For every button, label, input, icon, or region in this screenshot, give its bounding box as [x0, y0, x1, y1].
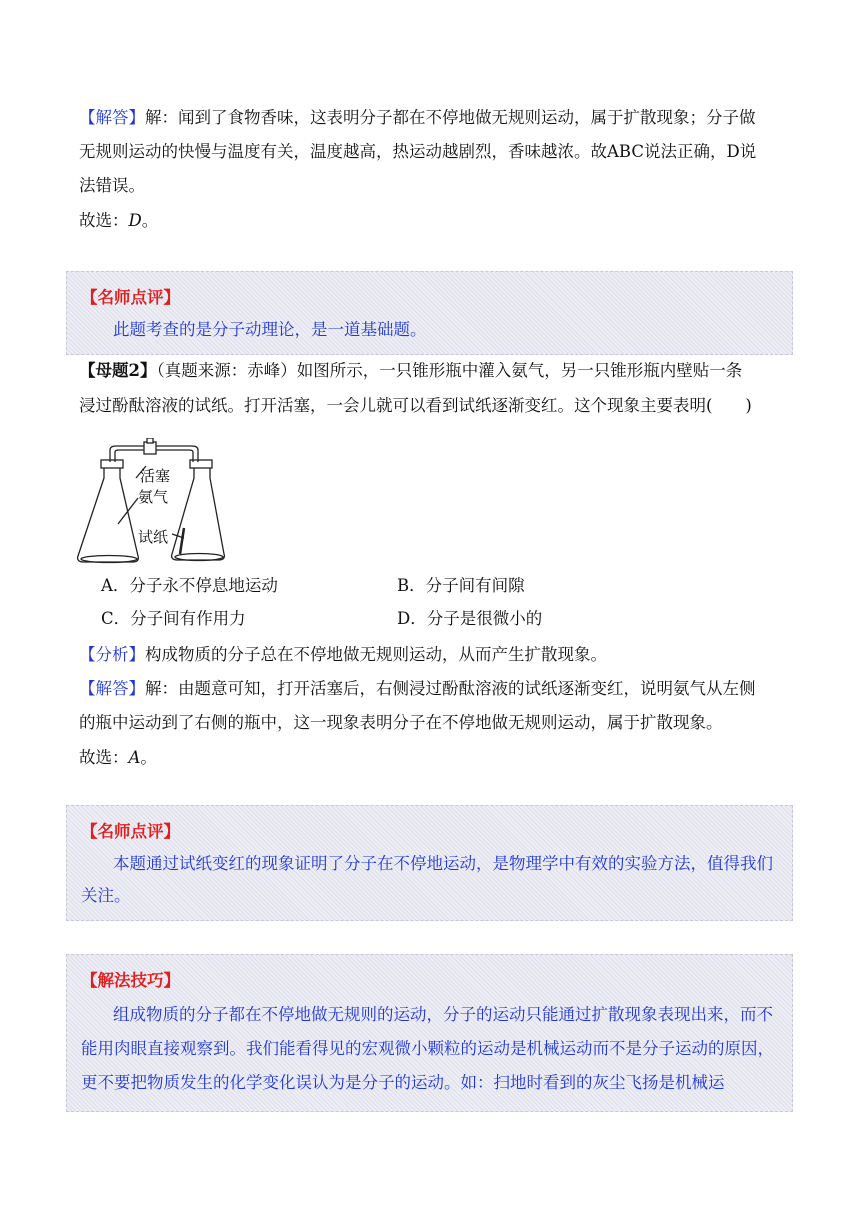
answer-line-2: 无规则运动的快慢与温度有关，温度越高，热运动越剧烈，香味越浓。故ABC说法正确，D说	[79, 142, 757, 161]
figure-label-valve: 活塞	[140, 467, 171, 485]
answer-text: 解：闻到了食物香味，这表明分子都在不停地做无规则运动，属于扩散现象；分子做	[145, 108, 756, 127]
analysis-text: 构成物质的分子总在不停地做无规则运动，从而产生扩散现象。	[145, 645, 607, 664]
analysis-tag: 【分析】	[79, 645, 145, 664]
question-text: （真题来源：赤峰）如图所示，一只锥形瓶中灌入氨气，另一只锥形瓶内壁贴一条	[156, 361, 743, 380]
choice2-suffix: 。	[140, 748, 157, 767]
teacher-review-box-2	[66, 805, 793, 921]
answer2-tag: 【解答】	[79, 679, 145, 698]
figure-label-paper: 试纸	[138, 528, 169, 546]
flask-figure	[72, 438, 242, 568]
review2-tag: 【名师点评】	[81, 822, 180, 841]
question-title-line-2: 浸过酚酞溶液的试纸。打开活塞，一会儿就可以看到试纸逐渐变红。这个现象主要表明( )	[79, 396, 752, 415]
option-b: B．分子间有间隙	[397, 576, 525, 595]
answer2-text: 解：由题意可知，打开活塞后，右侧浸过酚酞溶液的试纸逐渐变红，说明氨气从左侧	[145, 679, 756, 698]
answer-line-1	[79, 101, 798, 135]
choice2-prefix: 故选：	[79, 748, 129, 767]
choice-prefix: 故选：	[79, 211, 129, 230]
answer-line-3: 法错误。	[79, 176, 145, 195]
tips-text: 组成物质的分子都在不停地做无规则的运动，分子的运动只能通过扩散现象表现出来，而不能用肉眼直接观察到。我们能看得见的宏观微小颗粒的运动是机械运动而不是分子运动的原因，更不要把物质发生的化学变化误认为是分子的运动。如：扫地时看到的灰尘飞扬是机械运	[81, 1005, 774, 1092]
choice-line	[79, 204, 798, 238]
tips-tag: 【解法技巧】	[81, 971, 180, 990]
answer-tag: 【解答】	[79, 108, 145, 127]
choice-suffix: 。	[141, 211, 159, 230]
question-tag: 【母题2】	[79, 361, 157, 380]
review2-text: 本题通过试纸变红的现象证明了分子在不停地运动，是物理学中有效的实验方法，值得我们关注。	[81, 854, 773, 905]
solution-tips-box	[66, 954, 793, 1112]
choice2-value: A	[128, 748, 141, 767]
answer2-line-1	[79, 672, 798, 706]
question-title-line-1	[79, 354, 798, 388]
option-a: A．分子永不停息地运动	[101, 576, 278, 595]
figure-label-gas: 氨气	[138, 488, 169, 506]
option-d: D．分子是很微小的	[397, 609, 543, 628]
option-c: C．分子间有作用力	[101, 609, 246, 628]
answer2-line-2: 的瓶中运动到了右侧的瓶中，这一现象表明分子在不停地做无规则运动，属于扩散现象。	[79, 713, 723, 732]
review-tag: 【名师点评】	[81, 288, 180, 307]
choice2-line	[79, 741, 798, 775]
analysis-line	[79, 638, 798, 672]
review-text: 此题考查的是分子动理论，是一道基础题。	[113, 320, 427, 339]
choice-value: D	[128, 211, 142, 230]
teacher-review-box	[66, 271, 793, 355]
